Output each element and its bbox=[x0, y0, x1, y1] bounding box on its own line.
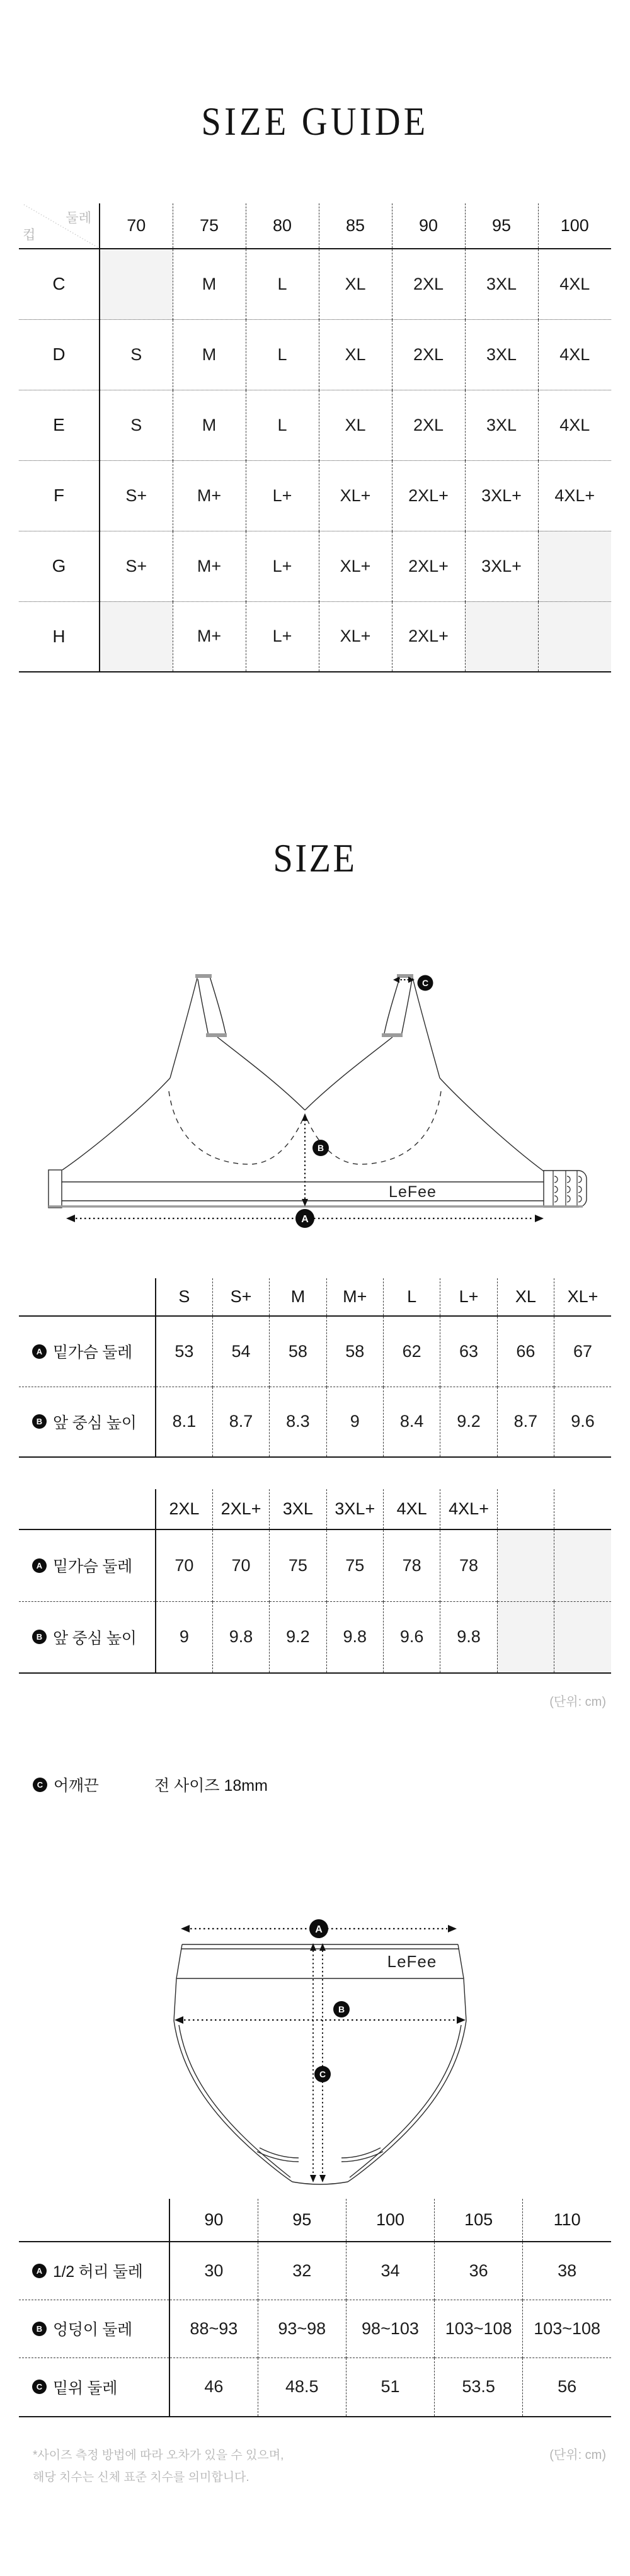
page-title: SIZE GUIDE bbox=[201, 99, 429, 144]
column-header: S+ bbox=[212, 1278, 269, 1316]
column-header: L bbox=[384, 1278, 440, 1316]
column-header: XL bbox=[497, 1278, 554, 1316]
corner-cell bbox=[19, 203, 100, 249]
strap-sliders bbox=[195, 974, 413, 1037]
value-cell: 4XL+ bbox=[538, 460, 611, 531]
brand-label: LeFee bbox=[389, 1183, 437, 1201]
value-cell: 30 bbox=[169, 2242, 258, 2300]
section-subtitle: SIZE bbox=[273, 836, 357, 880]
bra-diagram bbox=[0, 967, 630, 1234]
column-header: 2XL+ bbox=[212, 1489, 269, 1529]
value-cell: 56 bbox=[523, 2358, 611, 2417]
value-cell bbox=[554, 1529, 611, 1601]
column-header: M+ bbox=[326, 1278, 383, 1316]
value-cell: 2XL bbox=[392, 390, 465, 460]
svg-text:C: C bbox=[421, 978, 429, 988]
table-row bbox=[19, 2242, 611, 2300]
table-row bbox=[19, 1529, 611, 1601]
column-header: 105 bbox=[435, 2199, 523, 2242]
value-cell: 67 bbox=[554, 1316, 611, 1387]
value-cell bbox=[554, 1601, 611, 1673]
value-cell: M bbox=[173, 390, 246, 460]
value-cell: 4XL bbox=[538, 390, 611, 460]
value-cell: 9.2 bbox=[270, 1601, 326, 1673]
value-cell: 78 bbox=[440, 1529, 497, 1601]
value-cell: 9.2 bbox=[440, 1387, 497, 1457]
value-cell: 75 bbox=[326, 1529, 383, 1601]
table-row bbox=[19, 1316, 611, 1387]
value-cell: L+ bbox=[246, 460, 319, 531]
measure-row-label bbox=[19, 2242, 169, 2300]
panty-size-table bbox=[19, 2199, 611, 2417]
measure-label-text: 밑가슴 둘레 bbox=[53, 1344, 132, 1362]
measure-row-label bbox=[19, 2300, 169, 2358]
measure-badge: A bbox=[32, 1558, 47, 1573]
measure-row-label bbox=[19, 1601, 156, 1673]
value-cell: M bbox=[173, 319, 246, 390]
value-cell: 58 bbox=[270, 1316, 326, 1387]
strap-note-value: 전 사이즈 18mm bbox=[154, 1777, 268, 1795]
value-cell: S bbox=[100, 390, 173, 460]
value-cell: 2XL+ bbox=[392, 601, 465, 672]
cup-row-label: F bbox=[19, 460, 100, 531]
column-header: XL+ bbox=[554, 1278, 611, 1316]
footnote-line-1: *사이즈 측정 방법에 따라 오차가 있을 수 있으며, bbox=[33, 2449, 284, 2462]
svg-text:B: B bbox=[338, 2004, 345, 2014]
table-row bbox=[19, 1601, 611, 1673]
value-cell: XL+ bbox=[319, 460, 392, 531]
value-cell: 46 bbox=[169, 2358, 258, 2417]
footnote-line-2: 해당 치수는 신체 표준 치수를 의미합니다. bbox=[33, 2471, 249, 2484]
value-cell: 9.8 bbox=[440, 1601, 497, 1673]
value-cell: 70 bbox=[156, 1529, 212, 1601]
value-cell: XL bbox=[319, 249, 392, 319]
header-row bbox=[19, 203, 611, 249]
table-row bbox=[19, 2300, 611, 2358]
value-cell bbox=[100, 601, 173, 672]
column-header: S bbox=[156, 1278, 212, 1316]
footnote bbox=[33, 2444, 284, 2488]
value-cell: 2XL+ bbox=[392, 460, 465, 531]
value-cell: 70 bbox=[212, 1529, 269, 1601]
measure-row-label bbox=[19, 1529, 156, 1601]
measure-b-arrow bbox=[302, 1113, 329, 1206]
value-cell: XL bbox=[319, 390, 392, 460]
column-header: 3XL bbox=[270, 1489, 326, 1529]
column-header: 100 bbox=[538, 203, 611, 249]
value-cell: 98~103 bbox=[346, 2300, 434, 2358]
svg-text:B: B bbox=[317, 1143, 324, 1153]
value-cell: 9 bbox=[156, 1601, 212, 1673]
measure-badge: A bbox=[32, 1344, 47, 1359]
corner-label-bottom: 컵 bbox=[23, 228, 36, 242]
value-cell: 9.8 bbox=[212, 1601, 269, 1673]
value-cell: 32 bbox=[258, 2242, 346, 2300]
value-cell: 2XL bbox=[392, 249, 465, 319]
table-row bbox=[19, 2358, 611, 2417]
panty-diagram bbox=[0, 1917, 630, 2188]
measure-badge: B bbox=[32, 2322, 47, 2336]
svg-text:A: A bbox=[301, 1214, 309, 1225]
column-header: 70 bbox=[100, 203, 173, 249]
table-row bbox=[19, 319, 611, 390]
value-cell: M+ bbox=[173, 460, 246, 531]
value-cell: 2XL bbox=[392, 319, 465, 390]
value-cell: L+ bbox=[246, 531, 319, 601]
table-row bbox=[19, 390, 611, 460]
table-row bbox=[19, 1387, 611, 1457]
value-cell: 93~98 bbox=[258, 2300, 346, 2358]
value-cell: 48.5 bbox=[258, 2358, 346, 2417]
column-header: M bbox=[270, 1278, 326, 1316]
cup-row-label: E bbox=[19, 390, 100, 460]
column-header: 90 bbox=[169, 2199, 258, 2242]
value-cell: 3XL bbox=[465, 390, 538, 460]
value-cell: 9.6 bbox=[554, 1387, 611, 1457]
value-cell: 3XL bbox=[465, 249, 538, 319]
value-cell: 3XL+ bbox=[465, 460, 538, 531]
value-cell: XL+ bbox=[319, 531, 392, 601]
value-cell: 62 bbox=[384, 1316, 440, 1387]
column-header: 85 bbox=[319, 203, 392, 249]
value-cell: M+ bbox=[173, 601, 246, 672]
value-cell: 36 bbox=[435, 2242, 523, 2300]
value-cell: S+ bbox=[100, 460, 173, 531]
cup-row-label: H bbox=[19, 601, 100, 672]
value-cell: XL bbox=[319, 319, 392, 390]
unit-note: (단위: cm) bbox=[549, 2448, 606, 2462]
value-cell: 8.7 bbox=[212, 1387, 269, 1457]
measure-row-label bbox=[19, 2358, 169, 2417]
table-row bbox=[19, 460, 611, 531]
column-header: 100 bbox=[346, 2199, 434, 2242]
value-cell bbox=[497, 1601, 554, 1673]
value-cell: 9.6 bbox=[384, 1601, 440, 1673]
value-cell: L+ bbox=[246, 601, 319, 672]
value-cell: L bbox=[246, 390, 319, 460]
header-row bbox=[19, 1278, 611, 1316]
brand-label: LeFee bbox=[387, 1952, 437, 1971]
measure-a-arrow bbox=[181, 1919, 457, 1938]
measure-badge: C bbox=[33, 1778, 47, 1792]
column-header: 80 bbox=[246, 203, 319, 249]
column-header: 75 bbox=[173, 203, 246, 249]
bra-outline bbox=[49, 977, 587, 1208]
measure-badge: B bbox=[32, 1414, 47, 1429]
header-row bbox=[19, 2199, 611, 2242]
strap-note bbox=[33, 1773, 268, 1796]
value-cell bbox=[538, 531, 611, 601]
value-cell: 4XL bbox=[538, 249, 611, 319]
value-cell: 63 bbox=[440, 1316, 497, 1387]
svg-text:A: A bbox=[315, 1924, 323, 1935]
value-cell: 53.5 bbox=[435, 2358, 523, 2417]
value-cell: 51 bbox=[346, 2358, 434, 2417]
value-cell: 8.7 bbox=[497, 1387, 554, 1457]
value-cell: 38 bbox=[523, 2242, 611, 2300]
column-header bbox=[497, 1489, 554, 1529]
corner-cell bbox=[19, 1278, 156, 1316]
value-cell: S+ bbox=[100, 531, 173, 601]
value-cell bbox=[465, 601, 538, 672]
value-cell: 103~108 bbox=[435, 2300, 523, 2358]
cup-band-size-matrix bbox=[19, 203, 611, 672]
measure-row-label bbox=[19, 1316, 156, 1387]
measure-label-text: 밑가슴 둘레 bbox=[53, 1558, 132, 1576]
strap-note-label: 어깨끈 bbox=[54, 1777, 99, 1795]
measure-label-text: 엉덩이 둘레 bbox=[53, 2321, 132, 2339]
value-cell: 8.4 bbox=[384, 1387, 440, 1457]
column-header: 110 bbox=[523, 2199, 611, 2242]
column-header: 3XL+ bbox=[326, 1489, 383, 1529]
value-cell: 54 bbox=[212, 1316, 269, 1387]
value-cell: 3XL bbox=[465, 319, 538, 390]
column-header: 90 bbox=[392, 203, 465, 249]
table-row bbox=[19, 601, 611, 672]
value-cell: M bbox=[173, 249, 246, 319]
value-cell bbox=[497, 1529, 554, 1601]
measure-b-arrow bbox=[175, 2001, 466, 2024]
table-row bbox=[19, 249, 611, 319]
column-header: 4XL+ bbox=[440, 1489, 497, 1529]
panty-outline bbox=[174, 1944, 466, 2184]
bra-size-table-2 bbox=[19, 1489, 611, 1674]
measure-label-text: 앞 중심 높이 bbox=[53, 1629, 137, 1647]
corner-cell bbox=[19, 1489, 156, 1529]
svg-text:C: C bbox=[319, 2069, 326, 2079]
value-cell: 103~108 bbox=[523, 2300, 611, 2358]
column-header: 95 bbox=[465, 203, 538, 249]
value-cell: 78 bbox=[384, 1529, 440, 1601]
measure-label-text: 1/2 허리 둘레 bbox=[53, 2263, 143, 2281]
value-cell: 66 bbox=[497, 1316, 554, 1387]
measure-a-arrow bbox=[66, 1209, 544, 1228]
unit-note: (단위: cm) bbox=[549, 1695, 606, 1709]
measure-badge: B bbox=[32, 1630, 47, 1644]
value-cell: 8.3 bbox=[270, 1387, 326, 1457]
value-cell: 4XL bbox=[538, 319, 611, 390]
column-header: 4XL bbox=[384, 1489, 440, 1529]
header-row bbox=[19, 1489, 611, 1529]
value-cell: XL+ bbox=[319, 601, 392, 672]
cup-row-label: D bbox=[19, 319, 100, 390]
measure-label-text: 밑위 둘레 bbox=[53, 2379, 118, 2397]
value-cell bbox=[100, 249, 173, 319]
value-cell: 88~93 bbox=[169, 2300, 258, 2358]
measure-label-text: 앞 중심 높이 bbox=[53, 1414, 137, 1432]
value-cell: 3XL+ bbox=[465, 531, 538, 601]
value-cell: S bbox=[100, 319, 173, 390]
measure-c-arrow bbox=[310, 1943, 331, 2182]
corner-label-top: 둘레 bbox=[66, 211, 91, 225]
value-cell: L bbox=[246, 249, 319, 319]
cup-row-label: C bbox=[52, 274, 66, 294]
value-cell: L bbox=[246, 319, 319, 390]
value-cell: 34 bbox=[346, 2242, 434, 2300]
column-header: L+ bbox=[440, 1278, 497, 1316]
measure-badge: A bbox=[32, 2264, 47, 2278]
column-header: 2XL bbox=[156, 1489, 212, 1529]
cup-row-label: G bbox=[19, 531, 100, 601]
value-cell bbox=[538, 601, 611, 672]
value-cell: 58 bbox=[326, 1316, 383, 1387]
corner-cell bbox=[19, 2199, 169, 2242]
measure-row-label bbox=[19, 1387, 156, 1457]
value-cell: 53 bbox=[156, 1316, 212, 1387]
value-cell: 2XL+ bbox=[392, 531, 465, 601]
measure-badge: C bbox=[32, 2380, 47, 2394]
value-cell: 9.8 bbox=[326, 1601, 383, 1673]
value-cell: 75 bbox=[270, 1529, 326, 1601]
bra-size-table-1 bbox=[19, 1278, 611, 1458]
value-cell: 8.1 bbox=[156, 1387, 212, 1457]
column-header bbox=[554, 1489, 611, 1529]
table-row bbox=[19, 531, 611, 601]
column-header: 95 bbox=[258, 2199, 346, 2242]
value-cell: M+ bbox=[173, 531, 246, 601]
value-cell: 9 bbox=[326, 1387, 383, 1457]
